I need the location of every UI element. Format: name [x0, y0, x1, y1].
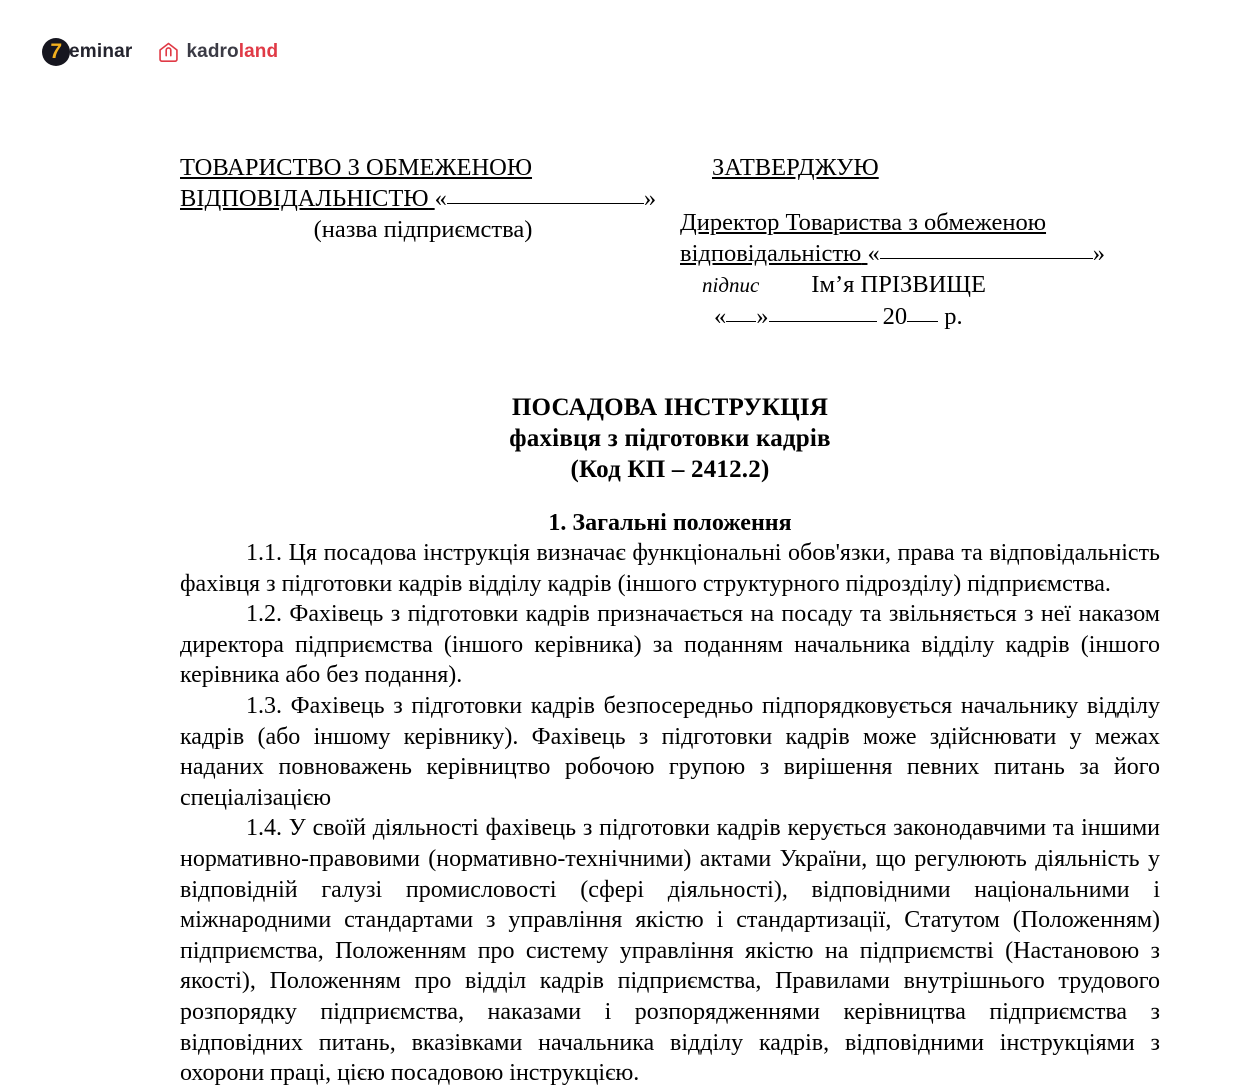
paragraph-1-2: 1.2. Фахівець з підготовки кадрів призначається на посаду та звільняється з неї наказом директора підприємства (іншого керівника) за поданням начальника відділу кадрів (іншого керівника або без подання). — [180, 601, 1160, 689]
page-title-line-2: фахівця з підготовки кадрів — [509, 425, 831, 452]
company-line-1-text: ТОВАРИСТВО З ОБМЕЖЕНОЮ — [180, 154, 533, 181]
director-line-2 — [680, 238, 1120, 269]
document-header — [180, 152, 1160, 332]
date-row — [680, 301, 1120, 332]
zeminar-logo[interactable] — [42, 38, 133, 66]
company-caption: (назва підприємства) — [313, 216, 533, 243]
company-line-2 — [180, 183, 680, 214]
date-year-blank[interactable] — [907, 321, 938, 322]
kadroland-house-icon — [157, 41, 180, 64]
director-company-blank[interactable] — [880, 258, 1093, 259]
zeminar-mark-glyph: 7 — [49, 39, 63, 63]
section-heading-1: 1. Загальні положення — [548, 510, 792, 536]
paragraph-1-4: 1.4. У своїй діяльності фахівець з підготовки кадрів керується законодавчими та іншими нормативно-правовими (нормативно-технічними) актами України, що регулюють діяльність у відповідній галузі промисловості (сфері діяльності), відповідними національними і міжнародними стандартами з управління якістю і стандартизації, Статутом (Положенням) підприємства, Положенням про систему управління якістю на підприємстві (Настановою з якості), Положенням про відділ кадрів підприємства, Правилами внутрішнього трудового розпорядку підприємства, наказами і розпорядженнями керівництва підприємства з відповідних питань, вказівками начальника відділу кадрів, відповідними інструкціями з охорони праці, цією посадовою інструкцією. — [180, 815, 1160, 1087]
director-line-1 — [680, 207, 1120, 238]
zeminar-seven-icon — [42, 38, 70, 66]
paragraph-1-3: 1.3. Фахівець з підготовки кадрів безпосередньо підпорядковується начальнику відділу кадрів (або іншому керівнику). Фахівець з підготовки кадрів може здійснювати у межах наданих повноважень керівництво робочою групою з вирішення певних питань за його спеціалізацією — [180, 692, 1160, 811]
page-title — [180, 392, 1160, 485]
director-line-1-text: Директор Товариства з обмеженою — [680, 209, 1047, 236]
kadroland-logo[interactable] — [157, 41, 279, 64]
approve-label — [680, 152, 1120, 183]
signature-row — [680, 269, 1120, 301]
company-name-blank[interactable] — [447, 203, 644, 204]
company-quote-open: « — [434, 185, 447, 212]
company-quote-close: » — [643, 185, 657, 212]
director-quote-open: « — [867, 240, 880, 267]
signer-name-label: Ім’я ПРІЗВИЩЕ — [811, 271, 986, 298]
company-line-2-text: ВІДПОВІДАЛЬНІСТЮ — [180, 185, 429, 212]
kadroland-wordmark — [187, 41, 279, 63]
kadroland-word-dark: kadro — [186, 41, 239, 62]
director-line-2-text: відповідальністю — [680, 240, 862, 267]
company-line-1 — [180, 152, 680, 183]
page-title-line-3: (Код КП – 2412.2) — [570, 456, 770, 483]
approval-block — [680, 152, 1120, 332]
date-year-suffix: р. — [944, 303, 963, 330]
date-quote-open: « — [714, 303, 727, 330]
page-title-line-1: ПОСАДОВА ІНСТРУКЦІЯ — [511, 394, 829, 421]
date-year-prefix: 20 — [882, 303, 908, 330]
section-1-body — [180, 538, 1160, 1089]
date-day-blank[interactable] — [726, 321, 756, 322]
signature-label: підпис — [702, 273, 760, 297]
brand-logo-bar — [42, 38, 278, 66]
date-month-blank[interactable] — [769, 321, 877, 322]
zeminar-wordmark: eminar — [69, 41, 133, 62]
approve-label-text: ЗАТВЕРДЖУЮ — [712, 154, 879, 181]
paragraph-1-1: 1.1. Ця посадова інструкція визначає функціональні обов'язки, права та відповідальність фахівця з підготовки кадрів відділу кадрів (іншого структурного підрозділу) підприємства. — [180, 540, 1160, 597]
company-name-block — [180, 152, 680, 245]
date-quote-close: » — [756, 303, 769, 330]
approve-spacer — [680, 183, 1120, 207]
director-quote-close: » — [1092, 240, 1105, 267]
kadroland-word-red: land — [238, 41, 279, 62]
